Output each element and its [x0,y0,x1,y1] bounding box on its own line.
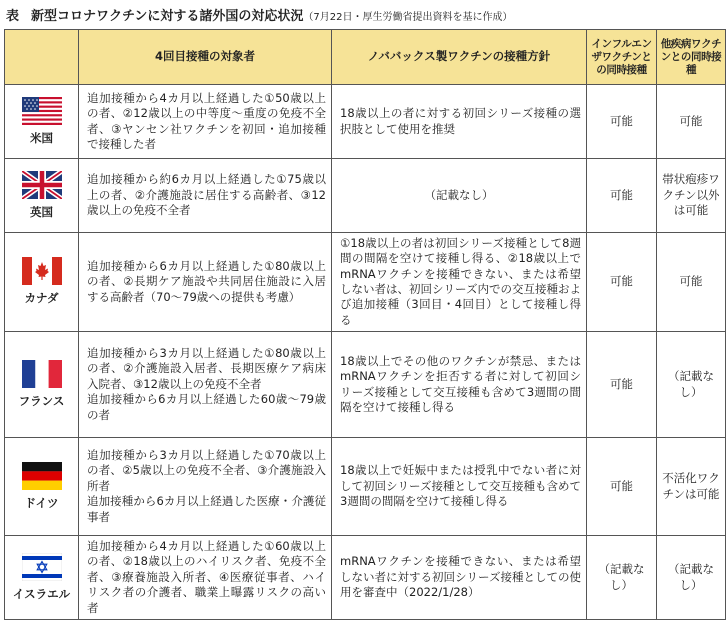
other-vaccine-cell: 可能 [657,85,726,159]
country-cell-usa [5,85,79,159]
header-fourth-dose: 4回目接種の対象者 [79,30,332,85]
novavax-cell: 18歳以上でその他のワクチンが禁忌、またはmRNAワクチンを拒否する者に対して初回シリーズ接種として交互接種も含めて3週間の間隔を空けて接種し得る [332,332,587,438]
table-row [5,438,726,536]
novavax-cell: ①18歳以上の者は初回シリーズ接種として8週間の間隔を空けて接種し得る、②18歳以上でmRNAワクチンを接種できない、または希望しない者は、初回シリーズ内での交互接種および追加接種（3回目・4回目）として接種し得る [332,233,587,332]
other-vaccine-cell: 帯状疱疹ワクチン以外は可能 [657,159,726,233]
header-row [5,30,726,85]
country-cell-canada [5,233,79,332]
country-name: イスラエル [12,586,71,601]
influenza-cell: 可能 [587,233,657,332]
country-cell-germany [5,438,79,536]
header-novavax: ノババックス製ワクチンの接種方針 [332,30,587,85]
country-cell-france [5,332,79,438]
canada-flag-icon [22,257,62,285]
country-cell-israel [5,536,79,620]
uk-flag-icon [22,171,62,199]
fourth-dose-cell: 追加接種から4カ月以上経過した①60歳以上の者、②18歳以上のハイリスク者、免疫不全者、③療養施設入所者、④医療従事者、ハイリスク者の介護者、職業上曝露リスクの高い者 [79,536,332,620]
other-vaccine-cell: （記載なし） [657,332,726,438]
influenza-cell: （記載なし） [587,536,657,620]
title-note: （7月22日・厚生労働省提出資料を基に作成） [303,12,513,23]
influenza-cell: 可能 [587,332,657,438]
country-name: カナダ [24,291,59,306]
table-row [5,159,726,233]
fourth-dose-line: 追加接種から6カ月以上経過した60歳〜79歳の者 [87,392,326,422]
country-name: ドイツ [24,495,59,510]
novavax-cell: （記載なし） [332,159,587,233]
novavax-cell: 18歳以上の者に対する初回シリーズ接種の選択肢として使用を推奨 [332,85,587,159]
country-name: 米国 [30,130,53,145]
other-vaccine-cell: 可能 [657,233,726,332]
country-name: 英国 [30,204,53,219]
fourth-dose-cell: 追加接種から6カ月以上経過した①80歳以上の者、②長期ケア施設や共同居住施設に入居する高齢者（70〜79歳への提供も考慮） [79,233,332,332]
table-row [5,536,726,620]
page-title [6,5,512,25]
country-cell-uk [5,159,79,233]
fourth-dose-cell: 追加接種から約6カ月以上経過した①75歳以上の者、②介護施設に居住する高齢者、③12歳以上の免疫不全者 [79,159,332,233]
header-other: 他疾病ワクチンとの同時接種 [657,30,726,85]
table-row [5,332,726,438]
novavax-cell: mRNAワクチンを接種できない、または希望しない者に対する初回シリーズ接種としての使用を審査中（2022/1/28） [332,536,587,620]
fourth-dose-cell: 追加接種から4カ月以上経過した①50歳以上の者、②12歳以上の中等度〜重度の免疫不全者、③ヤンセン社ワクチンを初回・追加接種で接種した者 [79,85,332,159]
usa-flag-icon [22,97,62,125]
table-row [5,233,726,332]
fourth-dose-line: 追加接種から6カ月以上経過した医療・介護従事者 [87,494,326,524]
influenza-cell: 可能 [587,159,657,233]
fourth-dose-line: 追加接種から3カ月以上経過した①70歳以上の者、②5歳以上の免疫不全者、③介護施設入所者 [87,447,326,493]
header-influenza: インフルエンザワクチンとの同時接種 [587,30,657,85]
vaccine-comparison-table [4,29,726,620]
fourth-dose-line: 追加接種から3カ月以上経過した①80歳以上の者、②介護施設入居者、長期医療ケア病床入院者、③12歳以上の免疫不全者 [87,345,326,391]
israel-flag-icon [22,553,62,581]
other-vaccine-cell: 不活化ワクチンは可能 [657,438,726,536]
novavax-cell: 18歳以上で妊娠中または授乳中でない者に対して初回シリーズ接種として交互接種も含めて3週間の間隔を空けて接種し得る [332,438,587,536]
table-row [5,85,726,159]
other-vaccine-cell: （記載なし） [657,536,726,620]
germany-flag-icon [22,462,62,490]
header-country [5,30,79,85]
influenza-cell: 可能 [587,438,657,536]
france-flag-icon [22,360,62,388]
influenza-cell: 可能 [587,85,657,159]
fourth-dose-cell [79,438,332,536]
table-label: 表 [6,9,20,24]
country-name: フランス [18,393,65,408]
title-main: 新型コロナワクチンに対する諸外国の対応状況 [31,9,304,24]
fourth-dose-cell [79,332,332,438]
